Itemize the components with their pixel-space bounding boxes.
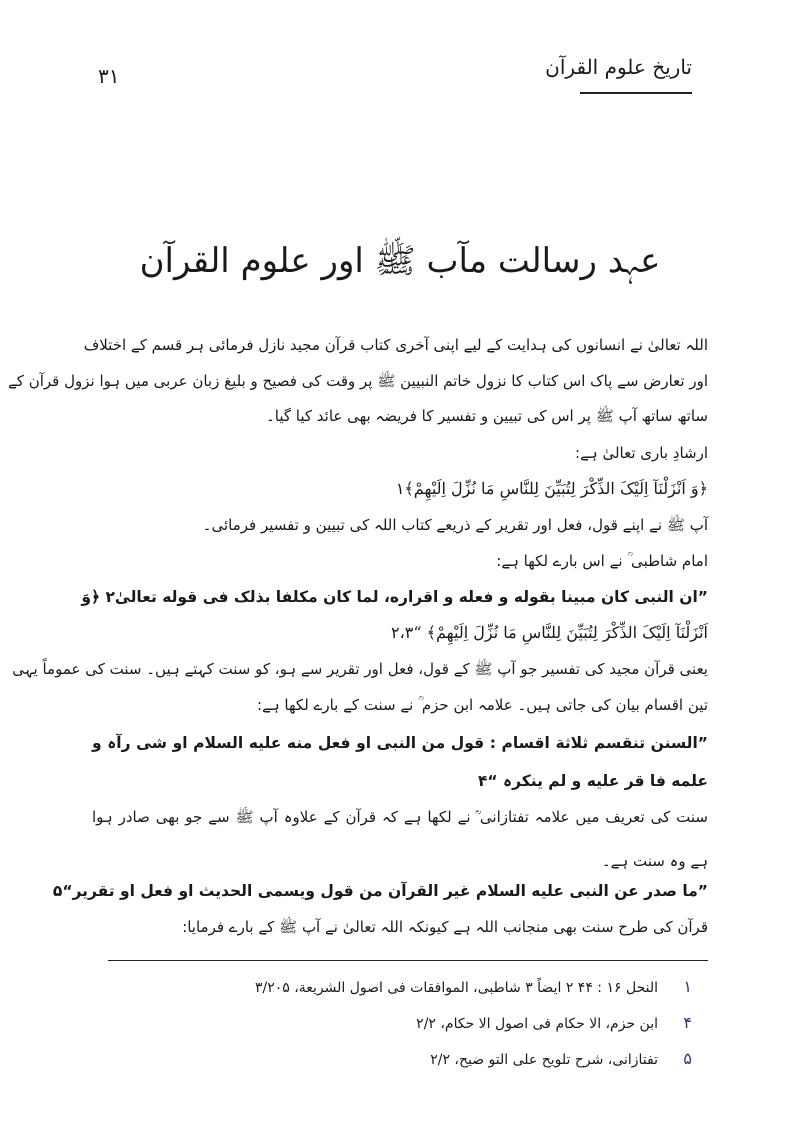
footnote-rule bbox=[108, 960, 708, 961]
body-line: سنت کی تعریف میں علامہ تفتازانی ؒ نے لکھا ہے کہ قرآن کے علاوہ آپ ﷺ سے جو بھی صادر ہوا bbox=[92, 808, 708, 826]
footnote bbox=[416, 1012, 692, 1035]
quran-verse: ﴿وَ اَنْزَلْنَآ اِلَیْکَ الذِّکْرَ لِتُبَیِّنَ لِلنَّاسِ مَا نُزِّلَ اِلَیْھِمْ﴾۱ bbox=[395, 479, 708, 498]
arabic-quote: ”السنن تنقسم ثلاثة اقسام : قول من النبی او فعل منه علیه السلام او شی رآہ و bbox=[92, 734, 708, 752]
body-line: یعنی قرآن مجید کی تفسیر جو آپ ﷺ کے قول، فعل اور تقریر سے ہو، کو سنت کہتے ہیں۔ سنت کی عموماً یہی bbox=[12, 660, 708, 678]
footnote bbox=[255, 976, 692, 999]
body-line: آپ ﷺ نے اپنے قول، فعل اور تقریر کے ذریعے کتاب اللہ کی تبیین و تفسیر فرمائی۔ bbox=[202, 516, 708, 534]
page-number: ۳۱ bbox=[98, 64, 120, 88]
footnote bbox=[430, 1048, 692, 1071]
footnote-text: النحل ۱۶ : ۴۴ ۲ ایضاً ۳ شاطبی، الموافقات فی اصول الشریعة، ۳/۲۰۵ bbox=[254, 980, 658, 996]
arabic-quote: ”ما صدر عن النبی علیه السلام غیر القرآن من قول ویسمی الحدیث او فعل او تقریر“۵ bbox=[52, 882, 708, 900]
body-line: اور تعارض سے پاک اس کتاب کا نزول خاتم النبیین ﷺ پر وقت کی فصیح و بلیغ زبان عربی میں ہوا نزول قرآن کے bbox=[8, 372, 708, 390]
body-line: ساتھ ساتھ آپ ﷺ پر اس کی تبیین و تفسیر کا فریضہ بھی عائد کیا گیا۔ bbox=[265, 407, 708, 425]
chapter-title: عہد رسالت مآب ﷺ اور علوم القرآن bbox=[139, 241, 661, 281]
body-line: امام شاطبی ؒ نے اس بارے لکھا ہے: bbox=[496, 552, 708, 570]
footnote-text: ابن حزم، الا حکام فی اصول الا حکام، ۲/۲ bbox=[416, 1016, 658, 1032]
body-line: ارشادِ باری تعالیٰ ہے: bbox=[575, 444, 708, 462]
arabic-quote: علمه فا قر علیه و لم ینکرہ “۴ bbox=[477, 772, 708, 790]
footnote-mark: ۴ bbox=[683, 1013, 692, 1032]
body-line: اللہ تعالیٰ نے انسانوں کی ہدایت کے لیے اپنی آخری کتاب قرآن مجید نازل فرمائی ہر قسم کے اختلاف bbox=[83, 336, 708, 354]
body-line: ہے وہ سنت ہے۔ bbox=[601, 852, 708, 870]
body-text bbox=[8, 0, 708, 1126]
footnote-mark: ۵ bbox=[683, 1049, 692, 1068]
running-head: تاریخ علوم القرآن bbox=[545, 55, 692, 79]
footnote-mark: ۱ bbox=[683, 977, 692, 996]
arabic-quote: ”ان النبی کان مبینا بقوله و فعله و اقراره، لما کان مکلفا بذلک فی قوله تعالیٰ۲ ﴿وَ bbox=[81, 588, 708, 606]
body-line: قرآن کی طرح سنت بھی منجانب اللہ ہے کیونکہ اللہ تعالیٰ نے آپ ﷺ کے بارے فرمایا: bbox=[182, 918, 708, 936]
footnote-text: تفتازانی، شرح تلویح علی التو ضیح، ۲/۲ bbox=[430, 1052, 658, 1068]
quran-verse: اَنْزَلْنَآ اِلَیْکَ الذِّکْرَ لِتُبَیِّنَ لِلنَّاسِ مَا نُزِّلَ اِلَیْھِمْ﴾ “۲،۳ bbox=[390, 623, 708, 642]
body-line: تین اقسام بیان کی جاتی ہیں۔ علامہ ابن حزم ؒ نے سنت کے بارے لکھا ہے: bbox=[257, 696, 708, 714]
